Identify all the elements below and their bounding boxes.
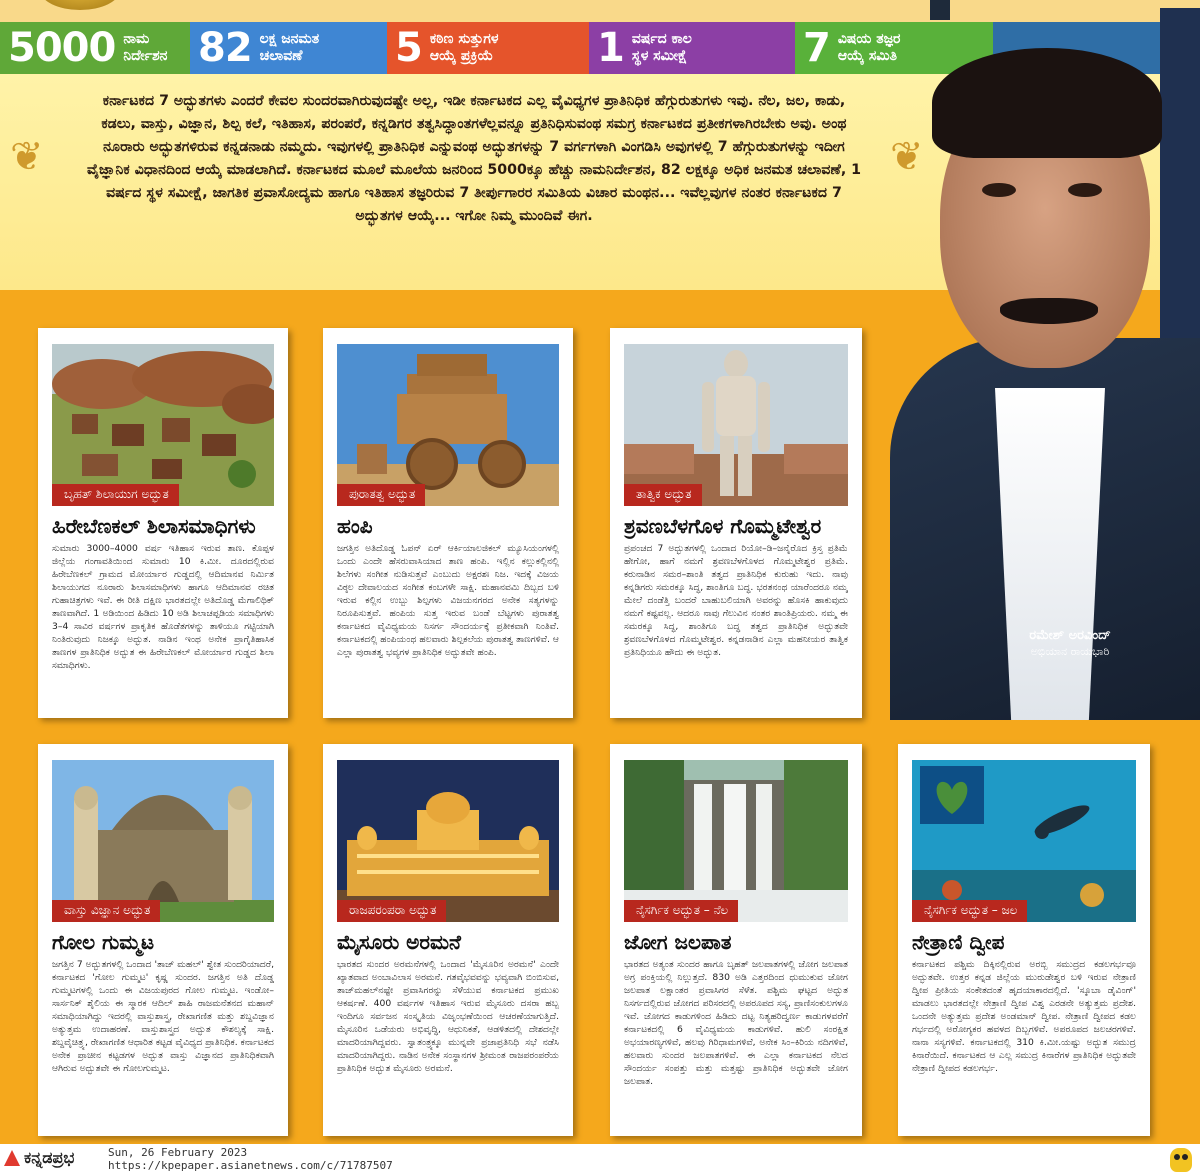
megalith-scene [52,344,274,506]
stat-label-line2: ನಿರ್ದೇಶನ [123,48,168,64]
card-body: ಪ್ರಪಂಚದ 7 ಅದ್ಭುತಗಳಲ್ಲಿ ಒಂದಾದ ರಿಯೋ–ಡಿ–ಜನೈರೊದ ಕ್ರಿಸ್ತ ಪ್ರತಿಮೆ ಹೇಗೋ, ಹಾಗೆ ನಮಗೆ ಶ್ರವಣಬೆಳಗೊಳದ ಗೊಮ್ಮಟೇಶ್ವರ ಪ್ರತಿಮೆ. ಕರುನಾಡಿನ ಸಮರ–ಶಾಂತಿ ತತ್ವದ ಪ್ರಾತಿನಿಧಿಕ ಕುರುಹು ಇದು. ನಾವು ಕನ್ನಡಿಗರು ಸಮರಕ್ಕೂ ಸಿದ್ಧ, ಶಾಂತಿಗೂ ಬದ್ಧ. ಭರತನಂಥ ಯಾರೆಂದರೂ ನಮ್ಮ ಮೇಲೆ ದಂಡೆತ್ತಿ ಬಂದರೆ ಬಾಹುಬಲಿಯಾಗಿ ಅವರನ್ನು ಹೊಸಕಿ ಹಾಕುವುದು ನಮಗೆ ಕಷ್ಟವಲ್ಲ. ಆದರೂ ನಾವು ಗೆಲುವಿನ ನಂತರ ಶಾಂತಿಪ್ರಿಯರು. ನಮ್ಮ ಈ ಸಮರಕ್ಕೂ ಸಿದ್ಧ, ಶಾಂತಿಗೂ ಬದ್ಧ ತತ್ವದ ಪ್ರಾತಿನಿಧಿಕ ಅದ್ಭುತವೇ ಶ್ರವಣಬೆಳಗೊಳದ ಗೊಮ್ಮಟೇಶ್ವರ. ಕನ್ನಡನಾಡಿನ ಎಲ್ಲಾ ಮಹನೀಯರ ತಾತ್ವಿಕ ಪ್ರತಿನಿಧಿಯೂ ಹೌದು ಈ ಅದ್ಭುತ. [624,543,848,658]
stone-chariot-scene [337,344,559,506]
stat-nominations [0,22,190,74]
stat-number: 7 [803,25,830,71]
card-title: ಹಂಪಿ [337,514,373,538]
card-body: ಭಾರತದ ಅತ್ಯಂತ ಸುಂದರ ಹಾಗೂ ಬೃಹತ್ ಜಲಪಾತಗಳಲ್ಲಿ ಜೋಗ ಜಲಪಾತ ಅಗ್ರ ಪಂಕ್ತಿಯಲ್ಲಿ ನಿಲ್ಲುತ್ತದೆ. 830 ಅಡಿ ಎತ್ತರದಿಂದ ಧುಮುಕುವ ಜೋಗ ಜಲಪಾತ ಲಕ್ಷಾಂತರ ಪ್ರವಾಸಿಗರ ಸೆಳೆತ. ಪಶ್ಚಿಮ ಘಟ್ಟದ ಅದ್ಭುತ ನಿಸರ್ಗದಲ್ಲಿರುವ ಜೋಗದ ಪರಿಸರದಲ್ಲಿ ಅಪರೂಪದ ಸಸ್ಯ, ಪ್ರಾಣಿಸಂಕುಲಗಳೂ ಇವೆ. ಜೋಗದ ಕಾಡುಗಳಿಂದ ಹಿಡಿದು ದಟ್ಟ ನಿತ್ಯಹರಿದ್ವರ್ಣ ಕಾಡುಗಳವರೆಗೆ ಕರ್ನಾಟಕದಲ್ಲಿ 6 ವೈವಿಧ್ಯಮಯ ಕಾಡುಗಳಿವೆ. ಹುಲಿ ಸಂರಕ್ಷಿತ ಅಭಯಾರಣ್ಯಗಳಿವೆ, ಹಲವು ಗಿರಿಧಾಮಗಳಿವೆ, ಅನೇಕ ಸಿಂ–ಕಿರಿಯ ನದಿಗಳಿವೆ, ಹಲವಾರು ಸುಂದರ ಜಲಪಾತಗಳಿವೆ. ಈ ಎಲ್ಲಾ ಕರ್ನಾಟಕದ ನೆಲದ ಸೌಂದರ್ಯ ಸಂಪತ್ತು ಮತ್ತು ಮತ್ತಷ್ಟು ಪ್ರಾತಿನಿಧಿಕ ಅದ್ಭುತವೇ ಜೋಗ ಜಲಪಾತ. [624,959,848,1087]
wonder-card-hirebenakal [38,328,288,718]
netrani-island-scene [912,760,1136,922]
ambassador-portrait [870,8,1200,720]
gol-gumbaz-scene [52,760,274,922]
stat-number: 5000 [8,25,116,71]
card-photo [52,760,274,922]
stat-label-line1: ಕಠಿಣ ಸುತ್ತುಗಳ [429,31,499,47]
card-title: ಹಿರೇಬೆಣಕಲ್ ಶಿಲಾಸಮಾಧಿಗಳು [52,514,256,538]
portrait-eye-right [1068,183,1102,197]
stat-votes [190,22,387,74]
category-ribbon: ಪುರಾತತ್ವ ಅದ್ಭುತ [337,484,425,506]
edition-url[interactable]: https://kpepaper.asianetnews.com/c/71787507 [108,1159,393,1172]
edition-date: Sun, 26 February 2023 [108,1146,248,1159]
stat-survey [589,22,795,74]
category-ribbon: ತಾತ್ವಿಕ ಅದ್ಭುತ [624,484,702,506]
card-body: ಸುಮಾರು 3000–4000 ವರ್ಷ ಇತಿಹಾಸ ಇರುವ ತಾಣ. ಕೊಪ್ಪಳ ಜಿಲ್ಲೆಯ ಗಂಗಾವತಿಯಿಂದ ಸುಮಾರು 10 ಕಿ.ಮೀ. ದೂರದಲ್ಲಿರುವ ಹಿರೇಬೆಣಕಲ್ ಗ್ರಾಮದ ಮೋರ್ಯಾರ ಗುಡ್ಡದಲ್ಲಿ ಆದಿಮಾನವ ನಿರ್ಮಿತ ಶಿಲಾಯುಗದ ನೂರಾರು ಶಿಲಾಸಮಾಧಿಗಳು ಹಾಗೂ ಆದಿಮಾನವ ರಚಿತ ಗುಹಾಚಿತ್ರಗಳು ಇವೆ. ಈ ರೀತಿ ದಕ್ಷಿಣ ಭಾರತದಲ್ಲೇ ಅತಿದೊಡ್ಡ ಮೆಗಾಲಿಥಿಕ್ ತಾಣವಾಗಿದೆ. 1 ಅಡಿಯಿಂದ ಹಿಡಿದು 10 ಅಡಿ ಶಿಲಾಚಪ್ಪಡಿಯ ಸಮಾಧಿಗಳು 3–4 ಸಾವಿರ ವರ್ಷಗಳ ಪ್ರಾಕೃತಿಕ ಹೊಡೆತಗಳನ್ನು ತಾಳಿಯೂ ಗಟ್ಟಿಯಾಗಿ ನಿಂತಿರುವುದು ನಿಜಕ್ಕೂ ಅದ್ಭುತ. ನಾಡಿನ ಇಂಥ ಅನೇಕ ಪ್ರಾಗೈತಿಹಾಸಿಕ ತಾಣಗಳ ಪ್ರಾತಿನಿಧಿಕ ಅದ್ಭುತ ಈ ಹಿರೇಬೆಣಕಲ್ ಮೋರ್ಯಾರ ಗುಡ್ಡದ ಶಿಲಾ ಸಮಾಧಿಗಳು. [52,543,274,671]
card-title: ಶ್ರವಣಬೆಳಗೊಳ ಗೊಮ್ಮಟೇಶ್ವರ [624,514,822,538]
flourish-right-icon: ❦ [890,134,924,180]
card-photo [52,344,274,506]
stat-label [260,31,319,65]
category-ribbon: ವಾಸ್ತು ವಿಜ್ಞಾನ ಅದ್ಭುತ [52,900,160,922]
stat-label-line1: ವರ್ಷದ ಕಾಲ [631,31,692,47]
wonder-card-jog-falls [610,744,862,1136]
stat-label-line2: ಸ್ಥಳ ಸಮೀಕ್ಷೆ [631,48,688,64]
portrait-shirt [995,388,1105,720]
jog-falls-scene [624,760,848,922]
stat-label [632,31,692,65]
card-photo [624,760,848,922]
wonder-card-gol-gumbaz [38,744,288,1136]
card-title: ನೇತ್ರಾಣಿ ದ್ವೀಪ [912,930,1005,954]
stat-number: 82 [198,25,252,71]
card-body: ಭಾರತದ ಸುಂದರ ಅರಮನೆಗಳಲ್ಲಿ ಒಂದಾದ 'ಮೈಸೂರಿನ ಅರಮನೆ' ಎಂದೇ ಖ್ಯಾತವಾದ ಅಂಬಾವಿಲಾಸ ಅರಮನೆ. ಗತವೈಭವವನ್ನು ಭವ್ಯವಾಗಿ ಬಿಂಬಿಸುವ, ತಾಜ್‌ಮಹಲ್‌ನಷ್ಟೇ ಪ್ರವಾಸಿಗರನ್ನು ಸೆಳೆಯುವ ಕರ್ನಾಟಕದ ಪ್ರಮುಖ ಆಕರ್ಷಣೆ. 400 ವರ್ಷಗಳ ಇತಿಹಾಸ ಇರುವ ಮೈಸೂರು ದಸರಾ ಹಬ್ಬ ಇಂದಿಗೂ ಸರ್ವಜನ ಸಂಸ್ಕೃತಿಯ ವಿಜೃಂಭಣೆಯಿಂದ ಆಚರಣೆಯಾಗುತ್ತಿದೆ. ಮೈಸೂರಿನ ಒಡೆಯರು ಅಭಿವೃದ್ಧಿ, ಆಧುನಿಕತೆ, ಆಡಳಿತದಲ್ಲಿ ದೇಶದಲ್ಲೇ ಮಾದರಿಯಾಗಿದ್ದವರು. ಸ್ವಾತಂತ್ರ್ಯಕ್ಕೂ ಮುನ್ನವೇ ಪ್ರಜಾಪ್ರತಿನಿಧಿ ಸಭೆ ನಡೆಸಿ ಮಾದರಿಯಾಗಿದ್ದರು. ನಾಡಿನ ಅನೇಕ ಸಂಸ್ಥಾನಗಳ ಶ್ರೀಮಂತ ರಾಜಪರಂಪರೆಯ ಪ್ರಾತಿನಿಧಿಕ ಅದ್ಭುತ ಮೈಸೂರು ಅರಮನೆ. [337,959,559,1074]
stat-label-line2: ಆಯ್ಕೆ ಪ್ರಕ್ರಿಯೆ [429,48,494,64]
footer-bar [0,1144,1200,1176]
stat-label-line1: ಲಕ್ಷ ಜನಮತ [259,31,320,47]
stat-number: 1 [597,25,624,71]
intro-paragraph: ಕರ್ನಾಟಕದ 7 ಅದ್ಭುತಗಳು ಎಂದರೆ ಕೇವಲ ಸುಂದರವಾಗಿರುವುದಷ್ಟೇ ಅಲ್ಲ, ಇಡೀ ಕರ್ನಾಟಕದ ಎಲ್ಲ ವೈವಿಧ್ಯಗಳ ಪ್ರಾತಿನಿಧಿಕ ಹೆಗ್ಗುರುತುಗಳು ಇವು. ನೆಲ, ಜಲ, ಕಾಡು, ಕಡಲು, ವಾಸ್ತು, ವಿಜ್ಞಾನ, ಶಿಲ್ಪ ಕಲೆ, ಇತಿಹಾಸ, ಪರಂಪರೆ, ಕನ್ನಡಿಗರ ತತ್ವಸಿದ್ಧಾಂತಗಳೆಲ್ಲವನ್ನೂ ಪ್ರತಿನಿಧಿಸುವಂಥ ಸಮಗ್ರ ಕರ್ನಾಟಕದ ಪ್ರತೀಕಗಳಾಗಿರಬೇಕು ಅವು. ಅಂಥ ನೂರಾರು ಅದ್ಭುತಗಳಿರುವ ಕನ್ನಡನಾಡು ನಮ್ಮದು. ಇವುಗಳಲ್ಲಿ ಪ್ರಾತಿನಿಧಿಕ ಎನ್ನುವಂಥ ಅದ್ಭುತಗಳನ್ನು 7 ವರ್ಗಗಳಾಗಿ ವಿಂಗಡಿಸಿ ಅವುಗಳಲ್ಲಿ 7 ಹೆಗ್ಗುರುತುಗಳನ್ನು ಇದೀಗ ವೈಜ್ಞಾನಿಕ ವಿಧಾನದಿಂದ ಆಯ್ಕೆ ಮಾಡಲಾಗಿದೆ. ಕರ್ನಾಟಕದ ಮೂಲೆ ಮೂಲೆಯ ಜನರಿಂದ 5000ಕ್ಕೂ ಹೆಚ್ಚು ನಾಮನಿರ್ದೇಶನ, 82 ಲಕ್ಷಕ್ಕೂ ಅಧಿಕ ಜನಮತ ಚಲಾವಣೆ, 1 ವರ್ಷದ ಸ್ಥಳ ಸಮೀಕ್ಷೆ, ಜಾಗತಿಕ ಪ್ರವಾಸೋದ್ಯಮ ಹಾಗೂ ಇತಿಹಾಸ ತಜ್ಞರಿರುವ 7 ತೀರ್ಪುಗಾರರ ಸಮಿತಿಯ ವಿಚಾರ ಮಂಥನ... ಇವೆಲ್ಲವುಗಳ ನಂತರ ಕರ್ನಾಟಕದ 7 ಅದ್ಭುತಗಳ ಆಯ್ಕೆ... ಇಗೋ ನಿಮ್ಮ ಮುಂದಿವೆ ಈಗ. [86,93,862,224]
card-title: ಮೈಸೂರು ಅರಮನೆ [337,930,461,954]
logo-triangle-icon [4,1150,20,1166]
portrait-mustache [1000,298,1098,324]
wonder-card-gommateshwara [610,328,862,718]
card-title: ಗೋಲ ಗುಮ್ಮಟ [52,930,155,954]
category-ribbon: ನೈಸರ್ಗಿಕ ಅದ್ಭುತ – ನೆಲ [624,900,738,922]
category-ribbon: ನೈಸರ್ಗಿಕ ಅದ್ಭುತ – ಜಲ [912,900,1027,922]
card-body: ಕರ್ನಾಟಕದ ಪಶ್ಚಿಮ ದಿಕ್ಕಿನಲ್ಲಿರುವ ಅರಬ್ಬಿ ಸಮುದ್ರದ ಕಡಲಗರ್ಭವೂ ಅದ್ಭುತವೇ. ಉತ್ತರ ಕನ್ನಡ ಜಿಲ್ಲೆಯ ಮುರುಡೇಶ್ವರ ಬಳಿ ಇರುವ ನೇತ್ರಾಣಿ ದ್ವೀಪ ಪ್ರೀತಿಯ ಸಂಕೇತದಂತೆ ಹೃದಯಾಕಾರದಲ್ಲಿದೆ. 'ಸ್ಕೂಬಾ ಡೈವಿಂಗ್' ಮಾಡಲು ಭಾರತದಲ್ಲೇ ನೇತ್ರಾಣಿ ದ್ವೀಪ ವಿಶ್ವ ಎರಡನೇ ಅತ್ಯುತ್ತಮ ಪ್ರದೇಶ. ಒಂದನೇ ಅತ್ಯುತ್ತಮ ಪ್ರದೇಶ ಅಂಡಮಾನ್ ದ್ವೀಪ. ನೇತ್ರಾಣಿ ದ್ವೀಪದ ಕಡಲ ಗರ್ಭದಲ್ಲಿ ಅರೋಗ್ಯಕರ ಹವಳದ ದಿಬ್ಬಗಳಿವೆ. ಅಪರೂಪದ ಜಲಚರಗಳಿವೆ. ನಾನಾ ಸಸ್ಯಗಳಿವೆ. ಕರ್ನಾಟಕದಲ್ಲಿ 310 ಕಿ.ಮೀ.ಯಷ್ಟು ಅದ್ಭುತ ಸಮುದ್ರ ಕಿನಾರೆಯಿದೆ. ಕರ್ನಾಟಕದ ಆ ಎಲ್ಲ ಸಮುದ್ರ ಕಿನಾರೆಗಳ ಪ್ರಾತಿನಿಧಿಕ ಅದ್ಭುತವೇ ನೇತ್ರಾಣಿ ದ್ವೀಪದ ಕಡಲಗರ್ಭ. [912,959,1136,1074]
wonder-card-netrani-island [898,744,1150,1136]
card-body: ಜಗತ್ತಿನ ಅತಿದೊಡ್ಡ ಓಪನ್ ಏರ್ ಆರ್ಕಿಯಾಲಜಿಕಲ್ ಮ್ಯೂಸಿಯಂಗಳಲ್ಲಿ ಒಂದು ಎಂದೇ ಹೆಸರುವಾಸಿಯಾದ ತಾಣ ಹಂಪಿ. ಇಲ್ಲಿನ ಕಲ್ಲುಕಲ್ಲಿನಲ್ಲಿ ಶಿಲೆಗಳು ಸಂಗೀತ ನುಡಿಸುತ್ತವೆ ಎಂಬುದು ಅಕ್ಷರಶಃ ನಿಜ. ಇದಕ್ಕೆ ವಿಜಯ ವಿಠ್ಠಲ ದೇವಾಲಯದ ಸಂಗೀತ ಕಂಬಗಳೇ ಸಾಕ್ಷಿ. ಮಹಾನವಮಿ ದಿಬ್ಬದ ಬಳಿ ಇರುವ ಕಲ್ಲಿನ ಉಬ್ಬು ಶಿಲ್ಪಗಳು ವಿಜಯನಗರದ ಅನೇಕ ಸತ್ಯಗಳನ್ನು ನಿರೂಪಿಸುತ್ತವೆ. ಹಂಪಿಯ ಸುತ್ತ ಇರುವ ಬಂಡೆ ಬೆಟ್ಟಗಳು ಪುರಾತತ್ವ ಕರ್ನಾಟಕದ ವೈವಿಧ್ಯಮಯ ನಿಸರ್ಗ ಸೌಂದರ್ಯಕ್ಕೆ ಪ್ರತೀಕವಾಗಿ ನಿಂತಿವೆ. ಕರ್ನಾಟಕದಲ್ಲಿ ಹಂಪಿಯಂಥ ಹಲವಾರು ಶಿಲ್ಪಕಲೆಯ ಪುರಾತತ್ವ ತಾಣಗಳಿವೆ. ಆ ಎಲ್ಲಾ ಪುರಾತತ್ವ ಭವ್ಯಗಳ ಪ್ರಾತಿನಿಧಿಕ ಅದ್ಭುತವೇ ಹಂಪಿ. [337,543,559,658]
stat-label-line2: ಚಲಾವಣೆ [259,48,303,64]
stat-label-line2: ಆಯ್ಕೆ ಸಮಿತಿ [837,48,898,64]
stat-label-line1: ವಿಷಯ ತಜ್ಞರ [837,31,901,47]
wonder-card-mysore-palace [323,744,573,1136]
stat-rounds [387,22,589,74]
flourish-left-icon: ❦ [10,134,44,180]
card-photo [912,760,1136,922]
card-photo [337,344,559,506]
category-ribbon: ರಾಜಪರಂಪರಾ ಅದ್ಭುತ [337,900,446,922]
portrait-caption [1000,628,1140,659]
newspaper-logo[interactable] [4,1148,74,1168]
ambassador-role: ಅಭಿಯಾನ ರಾಯಭಾರಿ [1030,645,1110,658]
stat-label [430,31,499,65]
owl-icon[interactable] [1170,1148,1192,1172]
stat-label [123,31,167,65]
category-ribbon: ಬೃಹತ್ ಶಿಲಾಯುಗ ಅದ್ಭುತ [52,484,179,506]
ambassador-name: ರಮೇಶ್ ಅರವಿಂದ್ [1029,628,1111,643]
card-title: ಜೋಗ ಜಲಪಾತ [624,930,732,954]
edition-meta [108,1146,393,1172]
wonder-card-hampi [323,328,573,718]
card-photo [337,760,559,922]
gommateshwara-scene [624,344,848,506]
mysore-palace-scene [337,760,559,922]
card-body: ಜಗತ್ತಿನ 7 ಅದ್ಭುತಗಳಲ್ಲಿ ಒಂದಾದ 'ತಾಜ್ ಮಹಲ್' ಶ್ವೇತ ಸುಂದರಿಯಾದರೆ, ಕರ್ನಾಟಕದ 'ಗೋಲ ಗುಮ್ಮಟ' ಕೃಷ್ಣ ಸುಂದರ. ಜಗತ್ತಿನ ಅತಿ ದೊಡ್ಡ ಗುಮ್ಮಟಗಳಲ್ಲಿ ಒಂದು ಈ ವಿಜಯಪುರದ ಗೋಲ ಗುಮ್ಮಟ. ಇಂಡೋ–ಸಾರ್ಸನಿಕ್ ಶೈಲಿಯ ಈ ಸ್ಮಾರಕ ಆದಿಲ್ ಶಾಹಿ ರಾಜಮನೆತನದ ಮಹಾನ್ ಸಮಾಧಿಯಾಗಿದ್ದು ಇದರಲ್ಲಿ ವಾಸ್ತುಶಾಸ್ತ್ರ, ರೇಖಾಗಣಿತ ಮತ್ತು ಶಬ್ದವಿಜ್ಞಾನ ಅತ್ಯುತ್ತಮ ಉದಾಹರಣೆ. ವಾಸ್ತುಶಾಸ್ತ್ರದ ಅದ್ಭುತ ಕೌಶಲ್ಯಕ್ಕೆ ಸಾಕ್ಷಿ. ಶಬ್ದವೈಚಿತ್ರ್ಯ, ರೇಖಾಗಣಿತ ಆಧಾರಿತ ಕಟ್ಟಡ ವೈವಿಧ್ಯದ ಪ್ರಾತಿನಿಧಿಕ. ಕರ್ನಾಟಕದ ಅನೇಕ ಪ್ರಾಚೀನ ಕಟ್ಟಡಗಳ ಅದ್ಭುತ ವಾಸ್ತು ವಿಜ್ಞಾನದ ಪ್ರಾತಿನಿಧಿಕವಾಗಿ ಆಗಿರುವ ಅದ್ಭುತವೇ ಈ ಗೋಲಗುಮ್ಮಟ. [52,959,274,1074]
portrait-eye-left [982,183,1016,197]
logo-text: ಕನ್ನಡಪ್ರಭ [24,1148,75,1167]
portrait-hair [932,48,1162,158]
stat-label-line1: ನಾಮ [123,31,150,47]
gold-emblem [40,0,120,10]
card-photo [624,344,848,506]
stat-number: 5 [395,25,422,71]
